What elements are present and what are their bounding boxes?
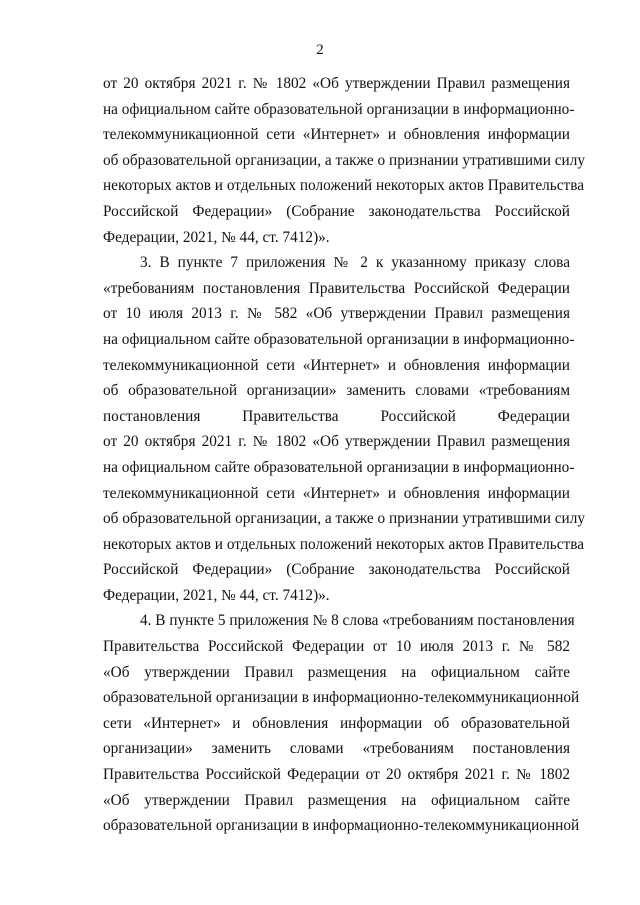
text-line: «требованиям постановления Правительства Российской Федерации: [103, 279, 570, 297]
text-line: организации» заменить словами «требованиям постановления: [103, 740, 570, 758]
text-line: некоторых актов и отдельных положений некоторых актов Правительства: [103, 535, 585, 553]
text-line: на официальном сайте образовательной организации в информационно-: [103, 458, 575, 476]
document-body: [103, 71, 585, 839]
text-line: «Об утверждении Правил размещения на официальном сайте: [103, 663, 570, 681]
text-line: образовательной организации в информационно-телекоммуникационной: [103, 689, 580, 707]
text-line: Федерации, 2021, № 44, ст. 7412)».: [103, 586, 330, 604]
text-line: телекоммуникационной сети «Интернет» и обновления информации: [103, 356, 570, 374]
text-line: на официальном сайте образовательной организации в информационно-: [103, 100, 575, 118]
text-line: от 20 октября 2021 г. № 1802 «Об утверждении Правил размещения: [103, 433, 570, 451]
text-line: на официальном сайте образовательной организации в информационно-: [103, 330, 575, 348]
paragraph-first-line: 3. В пункте 7 приложения № 2 к указанному приказу слова: [140, 254, 570, 272]
page-number: 2: [316, 42, 324, 58]
paragraph-first-line: 4. В пункте 5 приложения № 8 слова «требованиям постановления: [140, 612, 575, 630]
text-line: Федерации, 2021, № 44, ст. 7412)».: [103, 228, 330, 246]
text-line: образовательной организации в информационно-телекоммуникационной: [103, 817, 580, 835]
text-line: постановления Правительства Российской Федерации: [103, 407, 570, 425]
text-line: «Об утверждении Правил размещения на официальном сайте: [103, 791, 570, 809]
text-line: Российской Федерации» (Собрание законодательства Российской: [103, 202, 570, 220]
text-line: об образовательной организации, а также о признании утратившими силу: [103, 151, 585, 169]
text-line: от 10 июля 2013 г. № 582 «Об утверждении Правил размещения: [103, 305, 570, 323]
text-line: Правительства Российской Федерации от 10 июля 2013 г. № 582: [103, 638, 570, 656]
text-line: Российской Федерации» (Собрание законодательства Российской: [103, 561, 570, 579]
text-line: некоторых актов и отдельных положений некоторых актов Правительства: [103, 177, 585, 195]
text-line: об образовательной организации, а также о признании утратившими силу: [103, 510, 585, 528]
text-line: об образовательной организации» заменить словами «требованиям: [103, 382, 570, 400]
text-line: Правительства Российской Федерации от 20 октября 2021 г. № 1802: [103, 766, 570, 784]
text-line: сети «Интернет» и обновления информации об образовательной: [103, 714, 570, 732]
text-line: телекоммуникационной сети «Интернет» и обновления информации: [103, 126, 570, 144]
text-line: от 20 октября 2021 г. № 1802 «Об утверждении Правил размещения: [103, 75, 570, 92]
text-line: телекоммуникационной сети «Интернет» и обновления информации: [103, 484, 570, 502]
